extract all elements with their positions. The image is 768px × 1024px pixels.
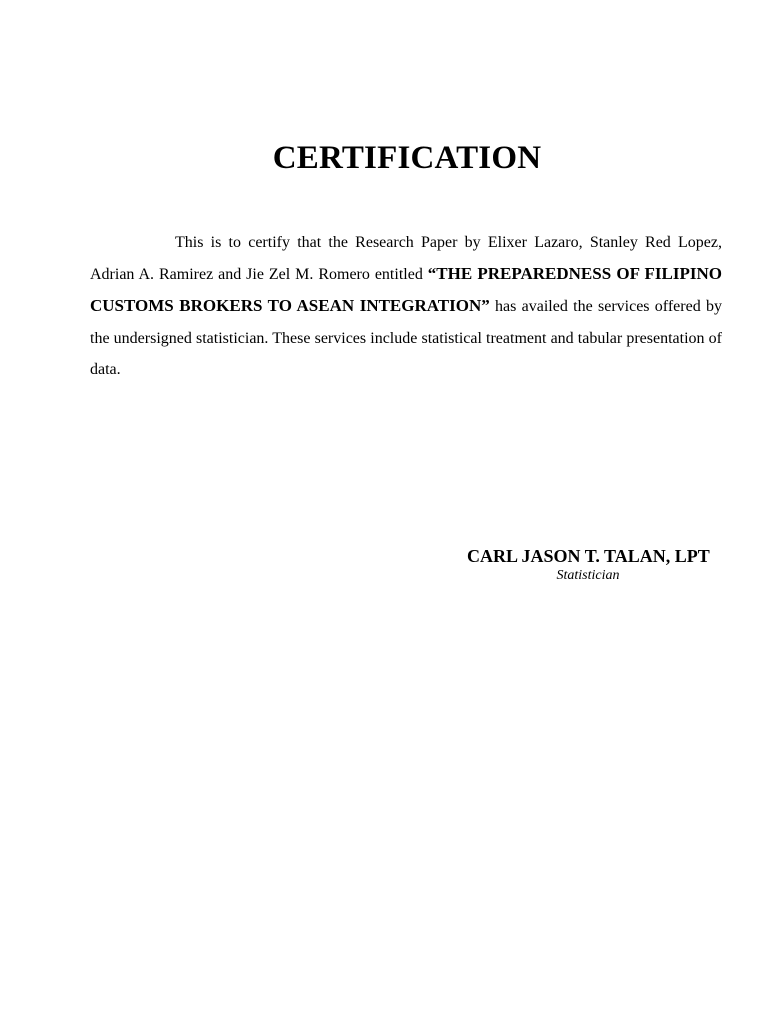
research-paper-title: “THE PREPAREDNESS OF FILIPINO CUSTOMS BROKERS TO ASEAN INTEGRATION” — [90, 264, 723, 316]
signatory-role: Statistician — [556, 568, 620, 583]
signature-block — [467, 546, 717, 584]
page-title: CERTIFICATION — [272, 140, 542, 176]
certification-text-outro: has availed the services offered by the undersigned statistician. These services include statistical treatment and tabular presentation of data. — [90, 298, 723, 378]
certification-paragraph — [90, 227, 722, 385]
signatory-name: CARL JASON T. TALAN, LPT — [467, 546, 710, 566]
certification-text-intro: This is to certify that the Research Paper by Elixer Lazaro, Stanley Red Lopez, Adrian A. Ramirez and Jie Zel M. Romero entitled — [90, 234, 722, 284]
